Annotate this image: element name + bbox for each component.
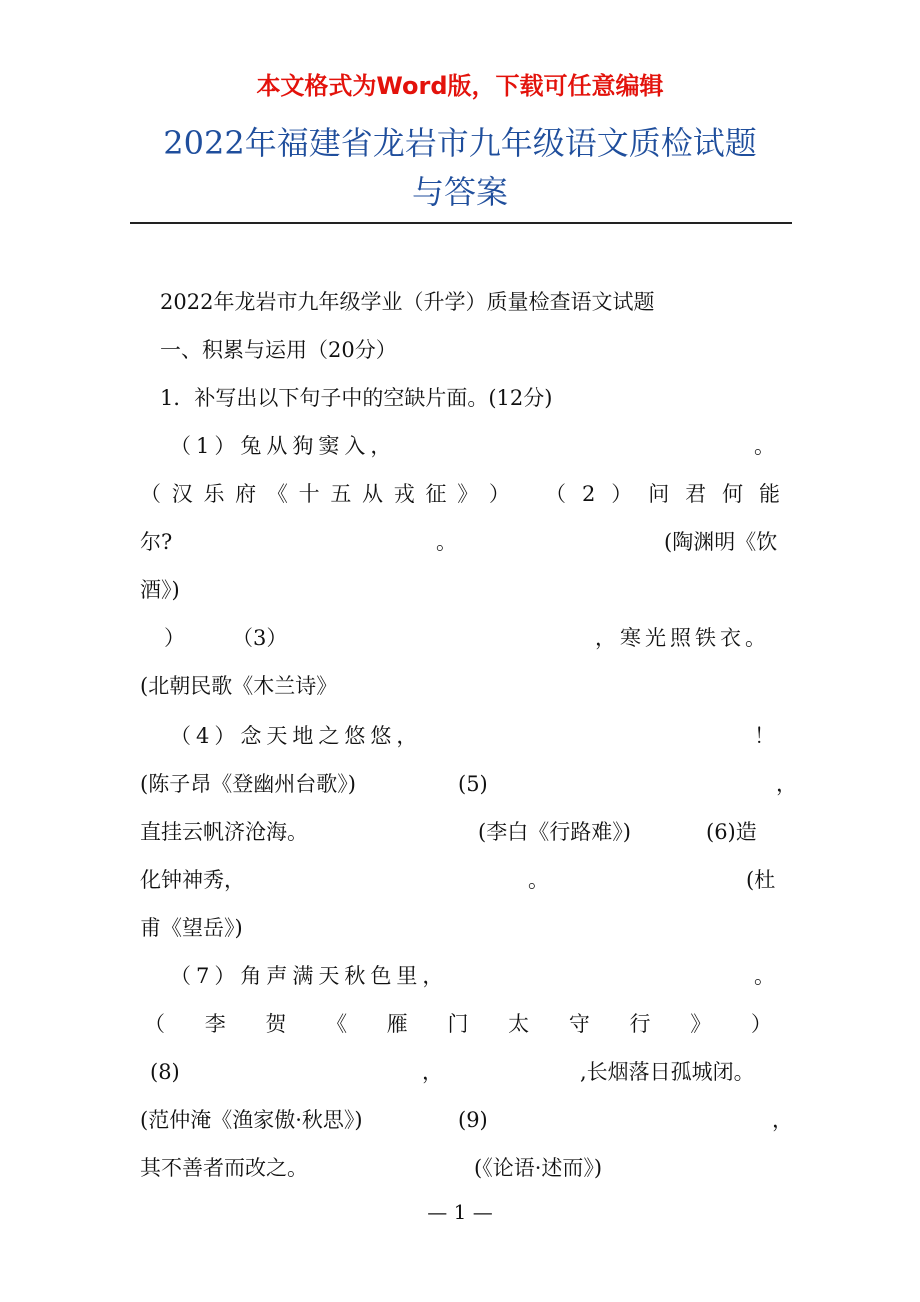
segment: （1）兔从狗窦入， — [170, 434, 397, 458]
spaced-char: 从 — [362, 482, 384, 506]
spaced-char: 行 — [629, 1012, 651, 1036]
segment: 化钟神秀， — [140, 868, 245, 892]
spaced-char: 乐 — [203, 482, 225, 506]
exam-heading: 2022年龙岩市九年级学业（升学）质量检查语文试题 — [160, 290, 655, 314]
spaced-char: 何 — [722, 482, 744, 506]
segment: 尔? — [140, 530, 173, 554]
segment: ,长烟落日孤城闭。 — [580, 1060, 755, 1084]
spaced-char: 五 — [330, 482, 352, 506]
segment: ！ — [754, 724, 775, 748]
segment: (6)造 — [706, 820, 757, 844]
segment: 。 — [436, 530, 457, 554]
segment: ， — [422, 1060, 443, 1084]
segment: 。 — [528, 868, 549, 892]
spaced-char: 》 — [690, 1012, 712, 1036]
spaced-char: （ — [144, 1012, 165, 1036]
spaced-char: 门 — [447, 1012, 469, 1036]
text-line-11: 甫《望岳》) — [140, 916, 243, 940]
spaced-char: 府 — [235, 482, 257, 506]
segment: ，寒光照铁衣。 — [595, 626, 770, 650]
segment: (李白《行路难》) — [478, 820, 631, 844]
text-line-4: 酒》) — [140, 578, 180, 602]
spaced-char: 》 — [457, 482, 479, 506]
format-banner: 本文格式为Word版，下载可任意编辑 — [256, 72, 664, 100]
question-1-prompt: 1．补写出以下句子中的空缺片面。(12分) — [160, 386, 553, 410]
spaced-char: 守 — [568, 1012, 590, 1036]
spaced-char: （ — [545, 482, 566, 506]
spaced-char: 征 — [425, 482, 447, 506]
segment: (9) — [458, 1108, 488, 1132]
segment: (《论语·述而》) — [474, 1156, 603, 1180]
spaced-char: ） — [488, 482, 510, 506]
spaced-char: （ — [140, 482, 161, 506]
segment: (杜 — [746, 868, 776, 892]
spaced-char: 问 — [648, 482, 670, 506]
segment: 。 — [754, 434, 775, 458]
segment: (陈子昂《登幽州台歌》) — [140, 772, 356, 796]
spaced-char: 君 — [685, 482, 707, 506]
title-divider — [130, 222, 792, 224]
segment: 。 — [754, 964, 775, 988]
spaced-char: ） — [611, 482, 633, 506]
segment: (陶渊明《饮 — [664, 530, 778, 554]
segment: (8) — [150, 1060, 180, 1084]
document-title-continued: 与答案 — [411, 173, 508, 211]
segment: （7）角声满天秋色里， — [170, 964, 449, 988]
segment: （4）念天地之悠悠， — [170, 724, 423, 748]
spaced-char: 十 — [298, 482, 320, 506]
spaced-char: 戎 — [393, 482, 415, 506]
spaced-char: 能 — [759, 482, 780, 506]
spaced-char: 李 — [204, 1012, 226, 1036]
spaced-char: 2 — [581, 482, 596, 506]
spaced-char: 太 — [508, 1012, 530, 1036]
segment: 直挂云帆济沧海。 — [140, 820, 308, 844]
segment: 其不善者而改之。 — [140, 1156, 308, 1180]
spaced-text — [545, 476, 780, 512]
spaced-char: 贺 — [265, 1012, 287, 1036]
spaced-char: 雁 — [386, 1012, 408, 1036]
text-line-6: (北朝民歌《木兰诗》 — [140, 674, 338, 698]
section-heading: 一、积累与运用（20分） — [160, 338, 397, 362]
segment: （3） — [232, 626, 288, 650]
segment: ， — [772, 1108, 793, 1132]
spaced-text — [144, 1006, 772, 1042]
spaced-text — [140, 476, 510, 512]
spaced-char: ） — [750, 1012, 772, 1036]
segment: ， — [776, 772, 797, 796]
document-title: 2022年福建省龙岩市九年级语文质检试题 — [163, 124, 757, 162]
spaced-char: 《 — [326, 1012, 348, 1036]
segment: (范仲淹《渔家傲·秋思》) — [140, 1108, 363, 1132]
segment: (5) — [458, 772, 488, 796]
spaced-char: 《 — [266, 482, 288, 506]
page-number: — 1 — — [427, 1200, 493, 1224]
spaced-char: 汉 — [171, 482, 193, 506]
segment: ） — [164, 626, 185, 650]
